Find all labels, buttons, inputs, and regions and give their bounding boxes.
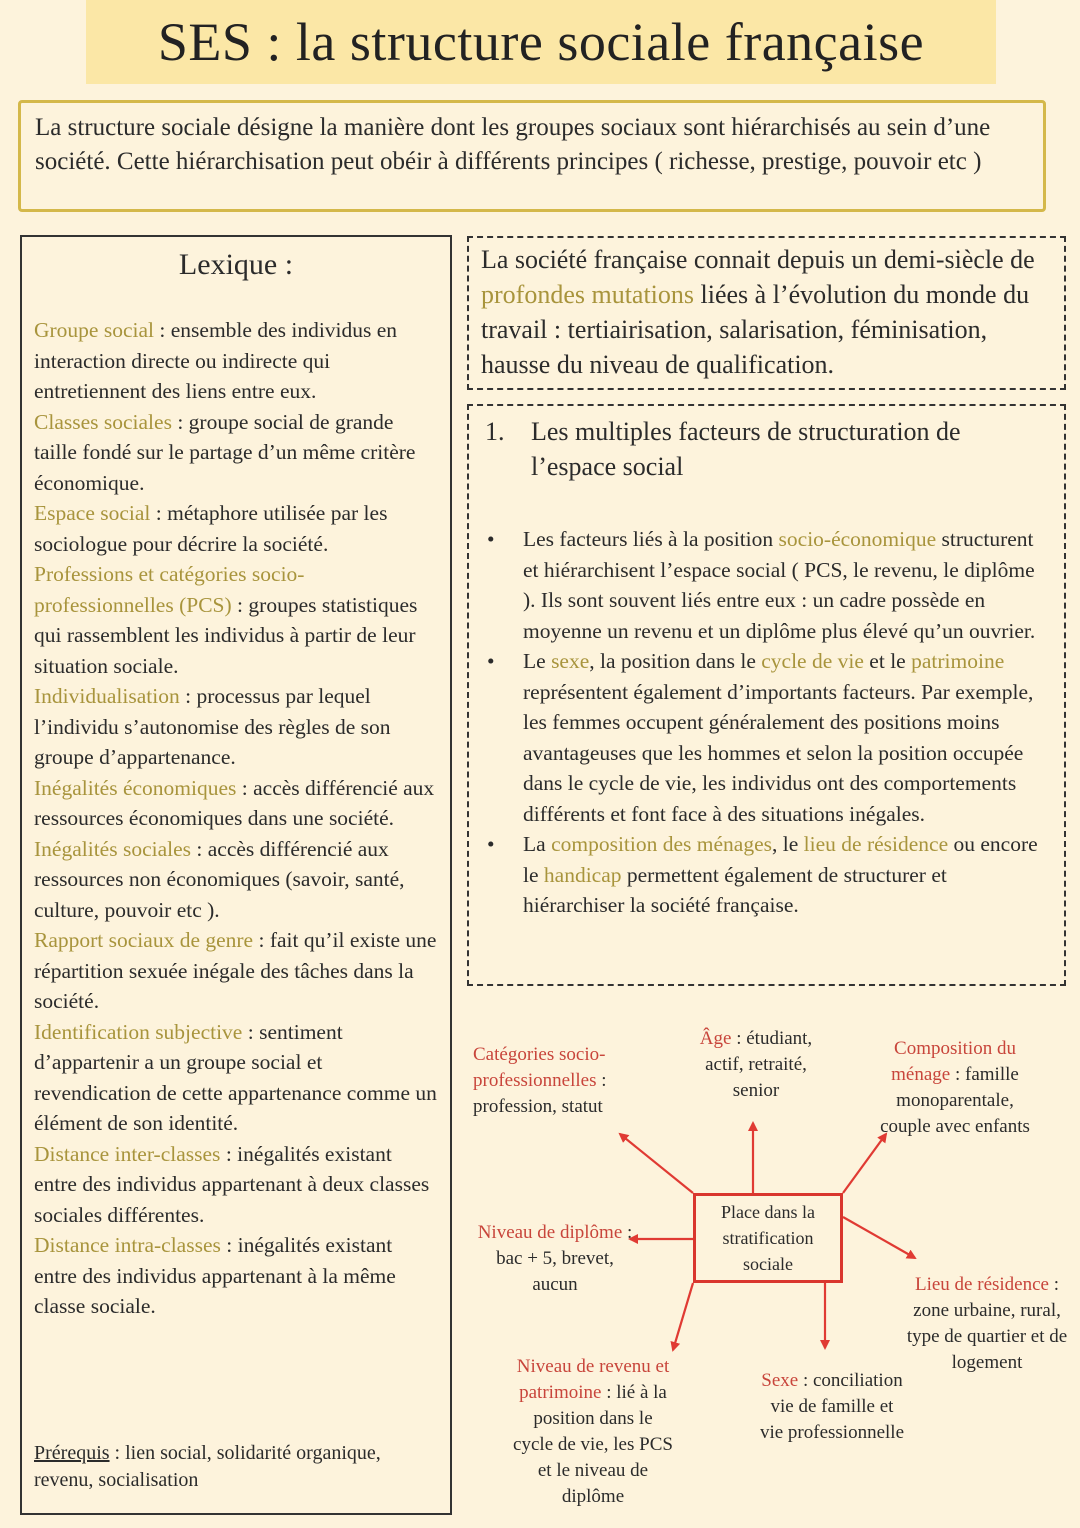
lexique-term: Distance inter-classes xyxy=(34,1141,221,1166)
text: La xyxy=(523,832,552,856)
lexique-sep: : xyxy=(179,684,197,708)
node-menage xyxy=(875,1036,1035,1140)
lexique-heading: Lexique : xyxy=(178,248,294,281)
arrow-menage xyxy=(843,1134,886,1193)
section-heading xyxy=(481,414,1052,484)
lexique-definition: inégalités existant entre des individus appartenant à la même classe sociale. xyxy=(34,1233,396,1318)
lexique-term: Inégalités sociales xyxy=(34,836,192,861)
lexique-definition: accès différencié aux ressources non économiques (savoir, santé, culture, pouvoir etc ). xyxy=(34,836,405,922)
node-label: Sexe xyxy=(761,1370,799,1391)
node-revenu xyxy=(513,1354,673,1510)
lexique-sep: : xyxy=(253,928,270,952)
lexique-sep: : xyxy=(220,1141,238,1166)
highlight: cycle de vie xyxy=(761,649,864,673)
text: Le xyxy=(523,649,552,673)
arrow-pcs xyxy=(620,1134,693,1193)
node-label: Âge xyxy=(699,1028,732,1049)
highlight: socio-économique xyxy=(778,527,937,551)
node-text: : étudiant, actif, retraité, senior xyxy=(705,1028,813,1101)
text: , la position dans le xyxy=(589,649,762,673)
page-title: SES : la structure sociale française xyxy=(157,12,925,72)
lexique-entry xyxy=(34,1230,438,1322)
node-text: : profession, statut xyxy=(473,1070,607,1117)
highlight: composition des ménages xyxy=(551,832,772,856)
mutations-highlight: profondes mutations xyxy=(481,280,695,309)
prerequis xyxy=(34,1440,444,1494)
lexique-definition: processus par lequel l’individu s’autonomise des règles de son groupe d’appartenance. xyxy=(34,684,391,769)
center-label: Place dans la stratification sociale xyxy=(721,1202,815,1274)
mutations-text-end: liées à l’évolution du monde du travail : tertiairisation, salarisation, féminisation, hausse du niveau de qualification. xyxy=(481,280,1030,379)
lexique-term: Espace social xyxy=(34,501,151,525)
lexique-entry xyxy=(34,315,438,407)
definition-text: La structure sociale désigne la manière dont les groupes sociaux sont hiérarchisés au sein d’une société. Cette hiérarchisation peut obéir à différents principes ( richesse, prestige, pouvoir etc ) xyxy=(35,114,991,175)
node-label: Lieu de résidence xyxy=(914,1274,1049,1295)
text: et le xyxy=(863,649,912,673)
lexique-definition: sentiment d’appartenir a un groupe social et revendication de cette appartenance comme un élément de son identité. xyxy=(34,1019,437,1135)
lexique-entry xyxy=(34,1139,438,1231)
node-diplome xyxy=(473,1220,637,1298)
text: , le xyxy=(772,832,804,856)
node-sexe xyxy=(757,1368,907,1446)
node-label: Niveau de diplôme xyxy=(477,1222,623,1243)
lexique-term: Classes sociales xyxy=(34,409,172,434)
lexique-definition: groupes statistiques qui rassemblent les individus à partir de leur situation sociale. xyxy=(34,592,418,678)
list-item xyxy=(481,524,1052,646)
prerequis-text: : lien social, solidarité organique, revenu, socialisation xyxy=(34,1442,381,1491)
lexique-term: Professions et catégories socio-professionnelles (PCS) xyxy=(34,562,305,617)
lexique-sep: : xyxy=(191,836,208,861)
node-residence xyxy=(903,1272,1071,1376)
title-banner xyxy=(86,0,996,84)
node-label: Composition du ménage xyxy=(891,1038,1016,1085)
stratification-diagram xyxy=(467,1010,1080,1528)
lexique-term: Distance intra-classes xyxy=(34,1233,221,1257)
node-text: : bac + 5, brevet, aucun xyxy=(496,1222,633,1295)
lexique-entry xyxy=(34,407,438,499)
facteurs-box xyxy=(467,404,1066,986)
lexique-term: Individualisation xyxy=(34,684,180,708)
lexique-sep: : xyxy=(154,318,171,342)
lexique-panel xyxy=(20,235,452,1515)
node-age xyxy=(681,1026,831,1104)
highlight: patrimoine xyxy=(911,649,1005,673)
lexique-sep: : xyxy=(150,501,168,525)
lexique-sep: : xyxy=(242,1019,260,1044)
lexique-term: Inégalités économiques xyxy=(34,775,237,800)
node-text: : conciliation vie de famille et vie professionnelle xyxy=(759,1370,905,1443)
lexique-term: Identification subjective xyxy=(34,1019,243,1044)
lexique-definition: ensemble des individus en interaction directe ou indirecte qui entretiennent des liens entre eux. xyxy=(34,318,398,403)
lexique-definition: groupe social de grande taille fondé sur le partage d’un même critère économique. xyxy=(34,409,416,495)
arrow-residence xyxy=(843,1217,915,1258)
node-label: Catégories socio-professionnelles xyxy=(473,1044,606,1091)
highlight: sexe xyxy=(551,649,590,673)
lexique-entry xyxy=(34,834,438,926)
text: Les facteurs liés à la position xyxy=(523,527,779,551)
lexique-sep: : xyxy=(231,592,249,617)
lexique-term: Groupe social xyxy=(34,318,155,342)
text: structurent et hiérarchisent l’espace social ( PCS, le revenu, le diplôme ). Ils sont souvent liés entre eux : un cadre possède en moyenne un revenu et un diplôme plus élevé qu’un ouvrier. xyxy=(523,527,1036,643)
lexique-entry xyxy=(34,681,438,773)
section-number: 1. xyxy=(485,417,505,446)
text: représentent également d’importants facteurs. Par exemple, les femmes occupent généralement des positions moins avantageuses que les hommes et selon la position occupée dans le cycle de vie, les individus ont des comportements différents et font face à des situations inégales. xyxy=(523,679,1034,826)
lexique-definition: inégalités existant entre des individus appartenant à deux classes sociales différentes. xyxy=(34,1141,430,1227)
diagram-center xyxy=(693,1193,843,1283)
lexique-entry xyxy=(34,559,438,681)
lexique-entry xyxy=(34,1017,438,1139)
prerequis-label: Prérequis xyxy=(34,1442,110,1464)
lexique-term: Rapport sociaux de genre xyxy=(34,928,254,952)
node-text: : lié à la position dans le cycle de vie, les PCS et le niveau de diplôme xyxy=(513,1382,673,1507)
highlight: handicap xyxy=(543,862,622,887)
lexique-definition: accès différencié aux ressources économiques dans une société. xyxy=(34,775,435,830)
node-text: : zone urbaine, rural, type de quartier et de logement xyxy=(906,1274,1068,1373)
lexique-entry xyxy=(34,925,438,1017)
lexique-entries xyxy=(34,315,438,1322)
lexique-definition: métaphore utilisée par les sociologue pour décrire la société. xyxy=(34,501,388,556)
mutations-box xyxy=(467,236,1066,390)
node-text: : famille monoparentale, couple avec enfants xyxy=(880,1064,1030,1137)
lexique-entry xyxy=(34,498,438,559)
section-title: Les multiples facteurs de structuration de l’espace social xyxy=(531,417,961,481)
text: permettent également de structurer et hiérarchiser la société française. xyxy=(523,862,947,917)
lexique-sep: : xyxy=(171,409,189,434)
arrow-revenu xyxy=(673,1283,693,1350)
definition-box xyxy=(18,100,1046,212)
lexique-sep: : xyxy=(236,775,254,800)
highlight: lieu de résidence xyxy=(803,832,949,856)
text: ou encore le xyxy=(523,832,1038,887)
mutations-text: La société française connait depuis un demi-siècle de xyxy=(481,245,1035,274)
facteurs-list xyxy=(481,524,1052,921)
node-label: Niveau de revenu et patrimoine xyxy=(516,1356,670,1403)
list-item xyxy=(481,829,1052,921)
lexique-entry xyxy=(34,773,438,834)
node-pcs xyxy=(473,1042,643,1120)
lexique-definition: fait qu’il existe une répartition sexuée inégale des tâches dans la société. xyxy=(34,928,437,1013)
list-item xyxy=(481,646,1052,829)
lexique-sep: : xyxy=(220,1233,238,1257)
